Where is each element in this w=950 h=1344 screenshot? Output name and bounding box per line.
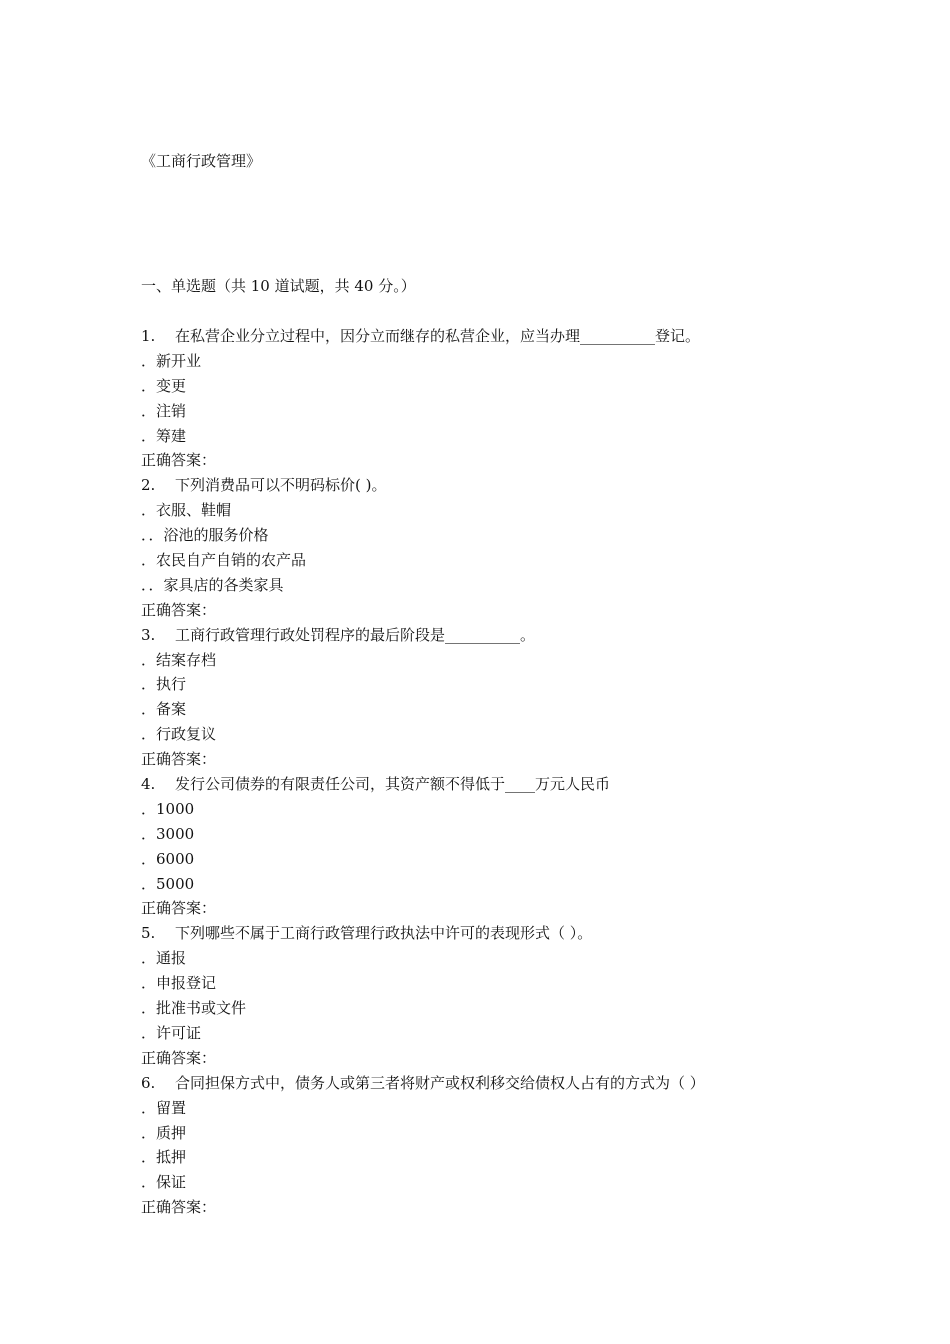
- option: ．留置: [141, 1098, 187, 1117]
- option: ．批准书或文件: [141, 999, 247, 1018]
- answer-label: 正确答案：: [141, 750, 217, 769]
- question-number: 5.: [141, 924, 156, 943]
- question-number: 2.: [141, 476, 156, 495]
- question-number: 1.: [141, 327, 156, 345]
- document-title: 《工商行政管理》: [141, 152, 262, 170]
- option: ．保证: [141, 1173, 187, 1192]
- answer-label: 正确答案：: [141, 899, 217, 918]
- option: ．衣服、鞋帽: [141, 501, 232, 520]
- question-text: 工商行政管理行政处罚程序的最后阶段是__________。: [175, 625, 536, 644]
- option: ．许可证: [141, 1023, 202, 1042]
- option: ．．浴池的服务价格: [141, 526, 269, 545]
- option: ．备案: [141, 700, 187, 719]
- question-text: 发行公司债券的有限责任公司，其资产额不得低于____万元人民币: [175, 775, 611, 794]
- question-text: 合同担保方式中，债务人或第三者将财产或权利移交给债权人占有的方式为（ ）: [175, 1073, 705, 1092]
- option: ．新开业: [141, 351, 202, 370]
- question-number: 3.: [141, 625, 156, 644]
- question-4: [141, 772, 705, 797]
- question-1: [141, 324, 705, 349]
- option: ．1000: [141, 799, 195, 818]
- option: ．变更: [141, 376, 187, 395]
- answer-label: 正确答案：: [141, 600, 217, 619]
- question-text: 下列哪些不属于工商行政管理行政执法中许可的表现形式（ ）。: [175, 924, 593, 943]
- option: ．执行: [141, 675, 187, 694]
- answer-label: 正确答案：: [141, 451, 217, 470]
- question-text: 在私营企业分立过程中，因分立而继存的私营企业，应当办理__________登记。: [175, 327, 701, 345]
- question-5: [141, 921, 705, 946]
- question-number: 6.: [141, 1073, 156, 1092]
- option: ．6000: [141, 849, 195, 868]
- option: ．申报登记: [141, 974, 217, 993]
- question-3: [141, 623, 705, 648]
- option: ．质押: [141, 1123, 187, 1142]
- option: ．3000: [141, 824, 195, 843]
- answer-label: 正确答案：: [141, 1198, 217, 1217]
- option: ．5000: [141, 874, 195, 893]
- question-6: [141, 1071, 705, 1096]
- question-text: 下列消费品可以不明码标价( )。: [175, 476, 387, 495]
- option: ．行政复议: [141, 725, 217, 744]
- question-list: [141, 324, 705, 1220]
- option: ．农民自产自销的农产品: [141, 551, 307, 570]
- answer-label: 正确答案：: [141, 1048, 217, 1067]
- question-number: 4.: [141, 775, 156, 794]
- question-2: [141, 473, 705, 498]
- option: ．通报: [141, 949, 187, 968]
- option: ．筹建: [141, 426, 187, 445]
- section-heading: 一、单选题（共 10 道试题，共 40 分。）: [141, 277, 416, 295]
- option: ．．家具店的各类家具: [141, 575, 284, 594]
- option: ．注销: [141, 401, 187, 420]
- option: ．抵押: [141, 1148, 187, 1167]
- option: ．结案存档: [141, 650, 217, 669]
